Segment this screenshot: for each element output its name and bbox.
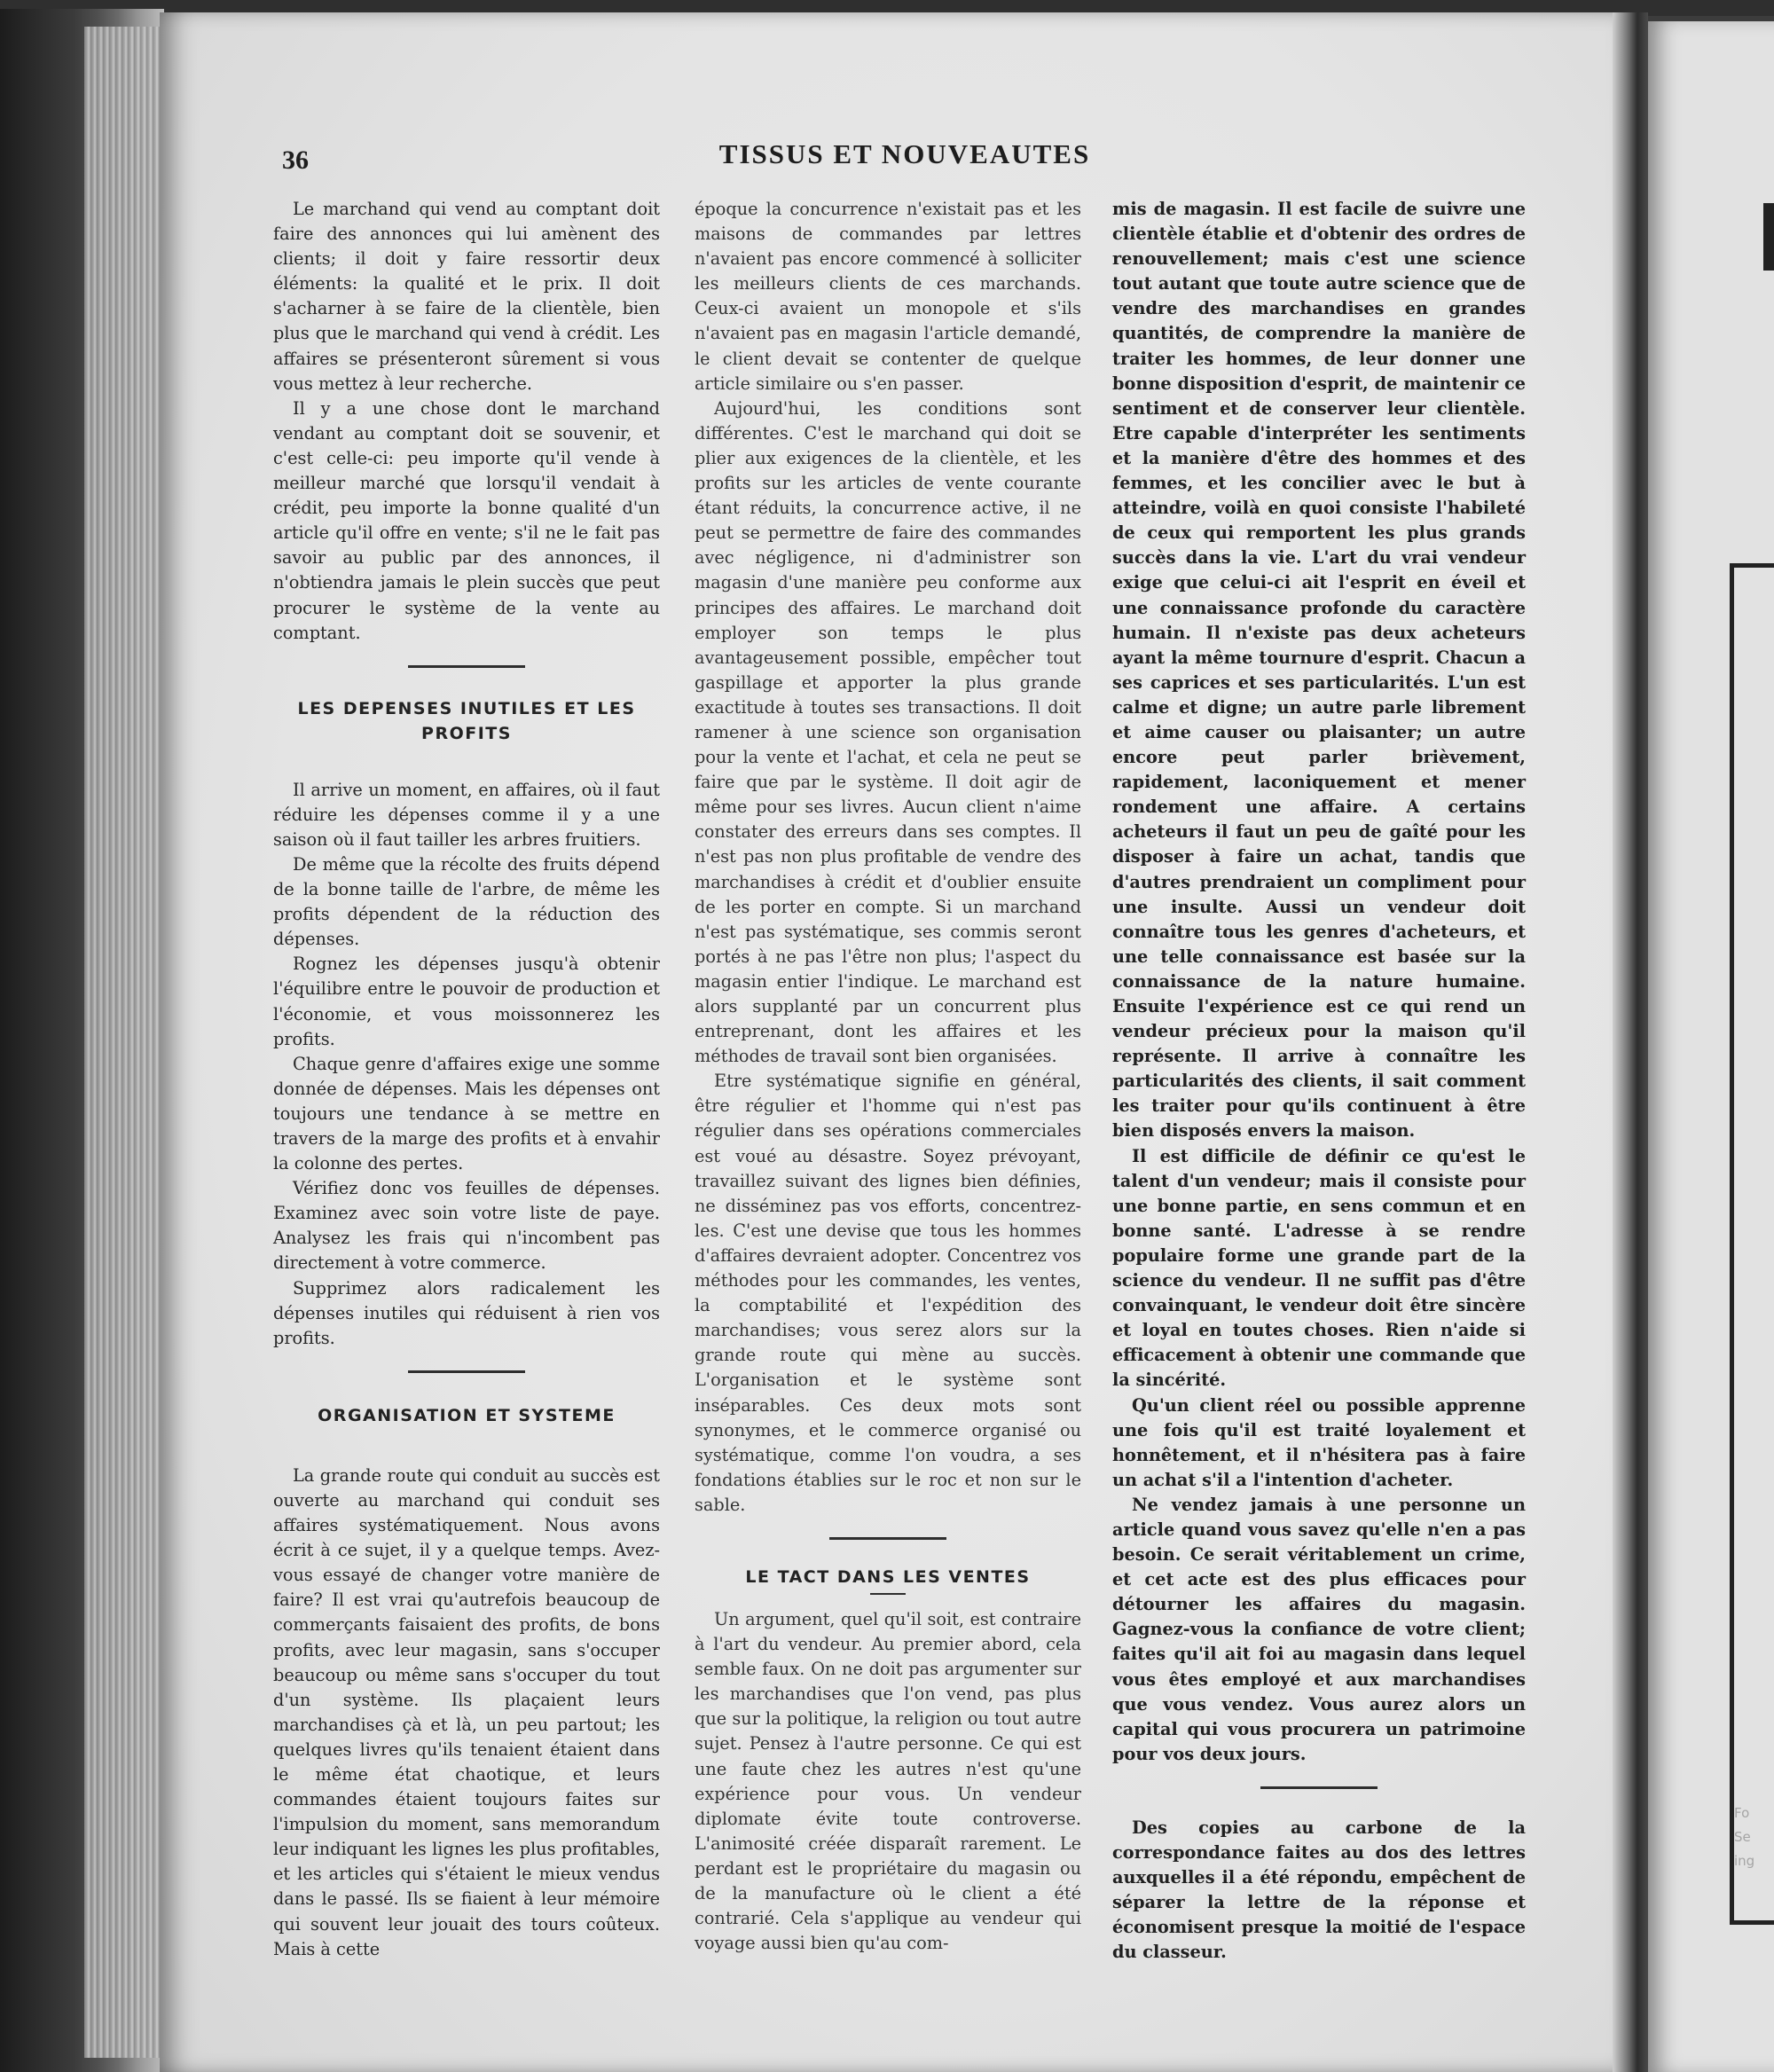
column-1 <box>273 197 660 1962</box>
paragraph: époque la concurrence n'existait pas et les maisons de commandes par lettres n'avaient pas encore commencé à solliciter les meilleurs clients de ces marchands. Ceux-ci avaient un monopole et s'ils n'avaient pas en magasin l'article demandé, le client devait se contenter de quelque article similaire ou s'en passer. <box>695 199 1081 394</box>
paragraph: Aujourd'hui, les conditions sont différentes. C'est le marchand qui doit se plier aux exigences de la clientèle, et les profits sur les articles de vente courante étant réduits, la concurrence active, il ne peut se permettre de faire des commandes avec négligence, ni d'administrer son magasin d'une manière peu conforme aux principes des affaires. Le marchand doit employer son temps le plus avantageusement possible, empêcher tout gaspillage et apporter la plus grande exactitude à toutes ses transactions. Il doit ramener à une science son organisation pour la vente et l'achat, et cela ne peut se faire que par le système. Il doit agir de même pour ses livres. Aucun client n'aime constater des erreurs dans ses comptes. Il n'est pas non plus profitable de vendre des marchandises à crédit et d'oublier ensuite de les porter en compte. Si un marchand n'est pas systématique, ses commis seront portés à ne pas l'être non plus; l'aspect du magasin entier l'indique. Le marchand est alors supplanté par un concurrent plus entreprenant, dont les affaires et les méthodes de travail sont bien organisées. <box>695 397 1081 1067</box>
section-heading: ORGANISATION ET SYSTEME <box>318 1405 616 1425</box>
paragraph: Il y a une chose dont le marchand vendant au comptant doit se souvenir, et c'est celle-ci: peu importe qu'il vende à meilleur marché que lorsqu'il vendait à crédit, peu importe la bonne qualité d'un article qu'il offre en vente; s'il ne le fait pas savoir au public par des annonces, il n'obtiendra jamais le plein succès que peut procurer le système de la vente au comptant. <box>273 397 660 643</box>
paragraph: La grande route qui conduit au succès est ouverte au marchand qui conduit ses affaires systématiquement. Nous avons écrit à ce sujet, il y a quelque temps. Avez-vous essayé de changer votre manière de faire? Il est vrai qu'autrefois beaucoup de commerçants faisaient des profits, de bons profits, avec leur magasin, sans s'occuper beaucoup ou même sans s'occuper du tout d'un système. Ils plaçaient leurs marchandises çà et là, un peu partout; les quelques livres qu'ils tenaient étaient dans le même état chaotique, et leurs commandes étaient toujours faites sur l'impulsion du moment, sans memorandum leur indiquant les lignes les plus profitables, et les articles qui s'étaient le mieux vendus dans le passé. Ils se fiaient à leur mémoire qui souvent leur jouait des tours coûteux. Mais à cette <box>273 1464 660 1959</box>
adjacent-page-text: Se <box>1734 1829 1751 1845</box>
paragraph: Ne vendez jamais à une personne un article quand vous savez qu'elle n'en a pas besoin. Ce serait véritablement un crime, et cet acte est des plus efficaces pour détourner les affaires du magasin. Gagnez-vous la confiance de votre client; faites qu'il ait foi au magasin dans lequel vous êtes employé et aux marchandises que vous vendez. Vous aurez alors un capital qui vous procurera un patrimoine pour vos deux jours. <box>1112 1494 1526 1764</box>
column-2 <box>695 197 1081 1956</box>
paragraph: mis de magasin. Il est facile de suivre une clientèle établie et d'obtenir des ordres de renouvellement; mais c'est une science tout autant que toute autre science que de vendre des marchandises en grandes quantités, de comprendre la manière de traiter les hommes, de leur donner une bonne disposition d'esprit, de maintenir ce sentiment et de conserver leur clientèle. Etre capable d'interpréter les sentiments et la manière d'être des hommes et des femmes, et les concilier avec le but à atteindre, voilà en quoi consiste l'habileté de ceux qui remportent les plus grands succès dans la vie. L'art du vrai vendeur exige que celui-ci ait l'esprit en éveil et une connaissance profonde du caractère humain. Il n'existe pas deux acheteurs ayant la même tournure d'esprit. Chacun a ses caprices et ses particularités. L'un est calme et digne; un autre parle librement et aime causer ou plaisanter; un autre encore peut parler brièvement, rapidement, laconiquement et mener rondement une affaire. A certains acheteurs il faut un peu de gaîté pour les disposer à faire un achat, tandis que d'autres prendraient un compliment pour une insulte. Aussi un vendeur doit connaître tous les genres d'acheteurs, et une telle connaissance est basée sur la connaissance de la nature humaine. Ensuite l'expérience est ce qui rend un vendeur précieux pour la maison qu'il représente. Il arrive à connaître les particularités des clients, il sait comment les traiter pour qu'ils continuent à être bien disposés envers la maison. <box>1112 199 1526 1142</box>
adjacent-page-glyph <box>1763 203 1774 271</box>
paragraph: Il arrive un moment, en affaires, où il faut réduire les dépenses comme il y a une saison où il faut tailler les arbres fruitiers. <box>273 779 660 850</box>
adjacent-page-text: Fo <box>1734 1805 1750 1821</box>
section-heading: LE TACT DANS LES VENTES <box>745 1566 1031 1587</box>
section-heading: LES DEPENSES INUTILES ET LES PROFITS <box>297 698 636 743</box>
column-3 <box>1112 197 1526 1965</box>
paragraph: Un argument, quel qu'il soit, est contraire à l'art du vendeur. Au premier abord, cela semble faux. On ne doit pas argumenter sur les marchandises que l'on vend, pas plus que sur la politique, la religion ou tout autre sujet. Pensez à l'autre personne. Ce qui est une faute chez les autres n'est qu'une expérience pour vous. Un vendeur diplomate évite toute controverse. L'animosité créée disparaît rarement. Le perdant est le propriétaire du magasin ou de la manufacture où le client a été contrarié. Cela s'applique au vendeur qui voyage aussi bien qu'au com- <box>695 1608 1081 1954</box>
book-gutter <box>1613 12 1648 2072</box>
adjacent-page-frame <box>1730 563 1774 1925</box>
paragraph: De même que la récolte des fruits dépend de la bonne taille de l'arbre, de même les profits dépendent de la réduction des dépenses. <box>273 853 660 950</box>
paragraph: Le marchand qui vend au comptant doit faire des annonces qui lui amènent des clients; il doit y faire ressortir deux éléments: la qualité et le prix. Il doit s'acharner à se faire de la clientèle, bien plus que le marchand qui vend à crédit. Les affaires se présenteront sûrement si vous vous mettez à leur recherche. <box>273 199 660 394</box>
paragraph: Il est difficile de définir ce qu'est le talent d'un vendeur; mais il consiste pour une bonne partie, en sens commun et en bonne santé. L'adresse à se rendre populaire forme une grande part de la science du vendeur. Il ne suffit pas d'être convainquant, le vendeur doit être sincère et loyal en toutes choses. Rien n'aide si efficacement à obtenir une commande que la sincérité. <box>1112 1145 1526 1391</box>
paragraph: Vérifiez donc vos feuilles de dépenses. Examinez avec soin votre liste de paye. Analysez les frais qui n'incombent pas directement à votre commerce. <box>273 1178 660 1274</box>
paragraph: Rognez les dépenses jusqu'à obtenir l'équilibre entre le pouvoir de production et l'économie, et vous moissonnerez les profits. <box>273 954 660 1049</box>
page-edges-stack <box>84 27 164 2058</box>
running-title: TISSUS ET NOUVEAUTES <box>718 138 1091 169</box>
paragraph: Qu'un client réel ou possible apprenne une fois qu'il est traité loyalement et honnêtement, et il n'hésitera pas à faire un achat s'il a l'intention d'acheter. <box>1112 1394 1526 1490</box>
paragraph: Des copies au carbone de la correspondance faites au dos des lettres auxquelles il a été répondu, empêchent de séparer la lettre de la réponse et économisent presque la moitié de l'espace du classeur. <box>1112 1817 1526 1963</box>
paragraph: Etre systématique signifie en général, être régulier et l'homme qui n'est pas régulier dans ses opérations commerciales est voué au désastre. Soyez prévoyant, travaillez suivant des lignes bien définies, ne disséminez pas vos efforts, concentrez-les. C'est une devise que tous les hommes d'affaires devraient adopter. Concentrez vos méthodes pour les commandes, les ventes, la comptabilité et l'expédition des marchandises; vous serez alors sur la grande route qui mène au succès. L'organisation et le système sont inséparables. Ces deux mots sont synonymes, et le commerce organisé ou systématique, comme l'on voudra, a ses fondations établies sur le roc et non sur le sable. <box>695 1071 1081 1515</box>
adjacent-page-text: ing <box>1734 1853 1755 1869</box>
paragraph: Supprimez alors radicalement les dépenses inutiles qui réduisent à rien vos profits. <box>273 1277 660 1348</box>
paragraph: Chaque genre d'affaires exige une somme donnée de dépenses. Mais les dépenses ont toujours une tendance à se mettre en travers de la marge des profits et à envahir la colonne des pertes. <box>273 1053 660 1174</box>
page-number: 36 <box>282 145 309 175</box>
